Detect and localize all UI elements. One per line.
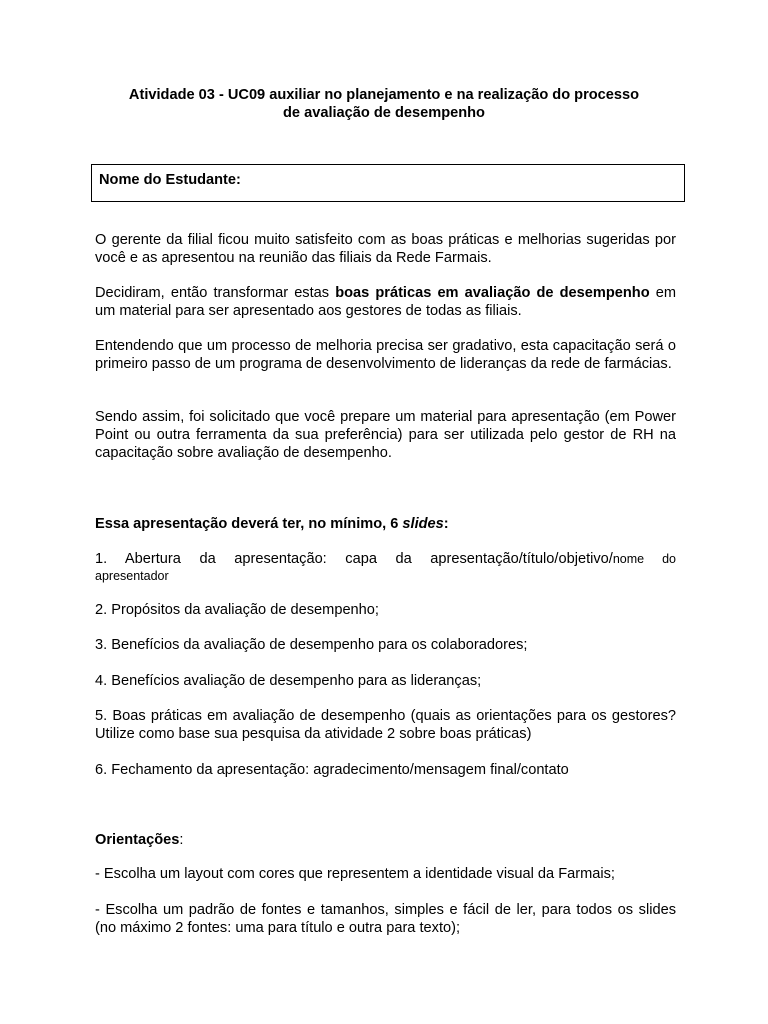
slide-item-1-main: 1. Abertura da apresentação: capa da apresentação/título/objetivo/ — [95, 551, 613, 567]
slides-heading — [95, 515, 449, 533]
slide-item-5: 5. Boas práticas em avaliação de desempenho (quais as orientações para os gestores? Utilize como base sua pesquisa da atividade 2 sobre boas práticas) — [95, 708, 676, 742]
student-name-box — [91, 164, 685, 202]
orientacoes-heading-text: Orientações — [95, 832, 180, 848]
intro-p2-bold: boas práticas em avaliação de desempenho — [335, 285, 650, 301]
slides-heading-text: Essa apresentação deverá ter, no mínimo, 6 — [95, 516, 403, 532]
slide-item-6: 6. Fechamento da apresentação: agradecimento/mensagem final/contato — [95, 762, 569, 778]
slides-heading-colon: : — [443, 516, 449, 532]
title-line-2: de avaliação de desempenho — [283, 105, 485, 121]
intro-p2-text-end: em um material para ser apresentado aos gestores de todas as filiais. — [95, 285, 677, 319]
orientacoes-item-2: - Escolha um padrão de fontes e tamanhos, simples e fácil de ler, para todos os slides (no máximo 2 fontes: uma para título e outra para texto); — [95, 902, 676, 936]
slide-item-1-line — [95, 550, 676, 568]
intro-p2-text: Decidiram, então transformar estas — [95, 285, 336, 301]
slide-item-1-small-cont: apresentador — [95, 569, 169, 583]
orientacoes-heading — [95, 831, 183, 849]
student-name-label: Nome do Estudante: — [99, 172, 241, 188]
slide-item-3: 3. Benefícios da avaliação de desempenho para os colaboradores; — [95, 637, 528, 653]
intro-paragraph-4: Sendo assim, foi solicitado que você prepare um material para apresentação (em Power Point ou outra ferramenta da sua preferência) para ser utilizada pelo gestor de RH na capacitação sobre avaliação de desempenho. — [95, 409, 676, 461]
orientacoes-item-1: - Escolha um layout com cores que representem a identidade visual da Farmais; — [95, 866, 615, 882]
intro-paragraph-1: O gerente da filial ficou muito satisfeito com as boas práticas e melhorias sugeridas por você e as apresentou na reunião das filiais da Rede Farmais. — [95, 232, 676, 266]
slides-heading-italic: slides — [402, 516, 444, 532]
page-title — [95, 86, 673, 122]
slide-item-1 — [95, 550, 676, 584]
title-line-1: Atividade 03 - UC09 auxiliar no planejamento e na realização do processo — [128, 87, 640, 103]
slide-item-4: 4. Benefícios avaliação de desempenho para as lideranças; — [95, 673, 482, 689]
intro-paragraph-3: Entendendo que um processo de melhoria precisa ser gradativo, esta capacitação será o primeiro passo de um programa de desenvolvimento de lideranças da rede de farmácias. — [95, 338, 676, 372]
orientacoes-heading-colon: : — [179, 832, 184, 848]
slide-item-1-small: nome do — [612, 552, 676, 566]
intro-paragraph-2 — [95, 284, 676, 320]
slide-item-2: 2. Propósitos da avaliação de desempenho; — [95, 602, 379, 618]
